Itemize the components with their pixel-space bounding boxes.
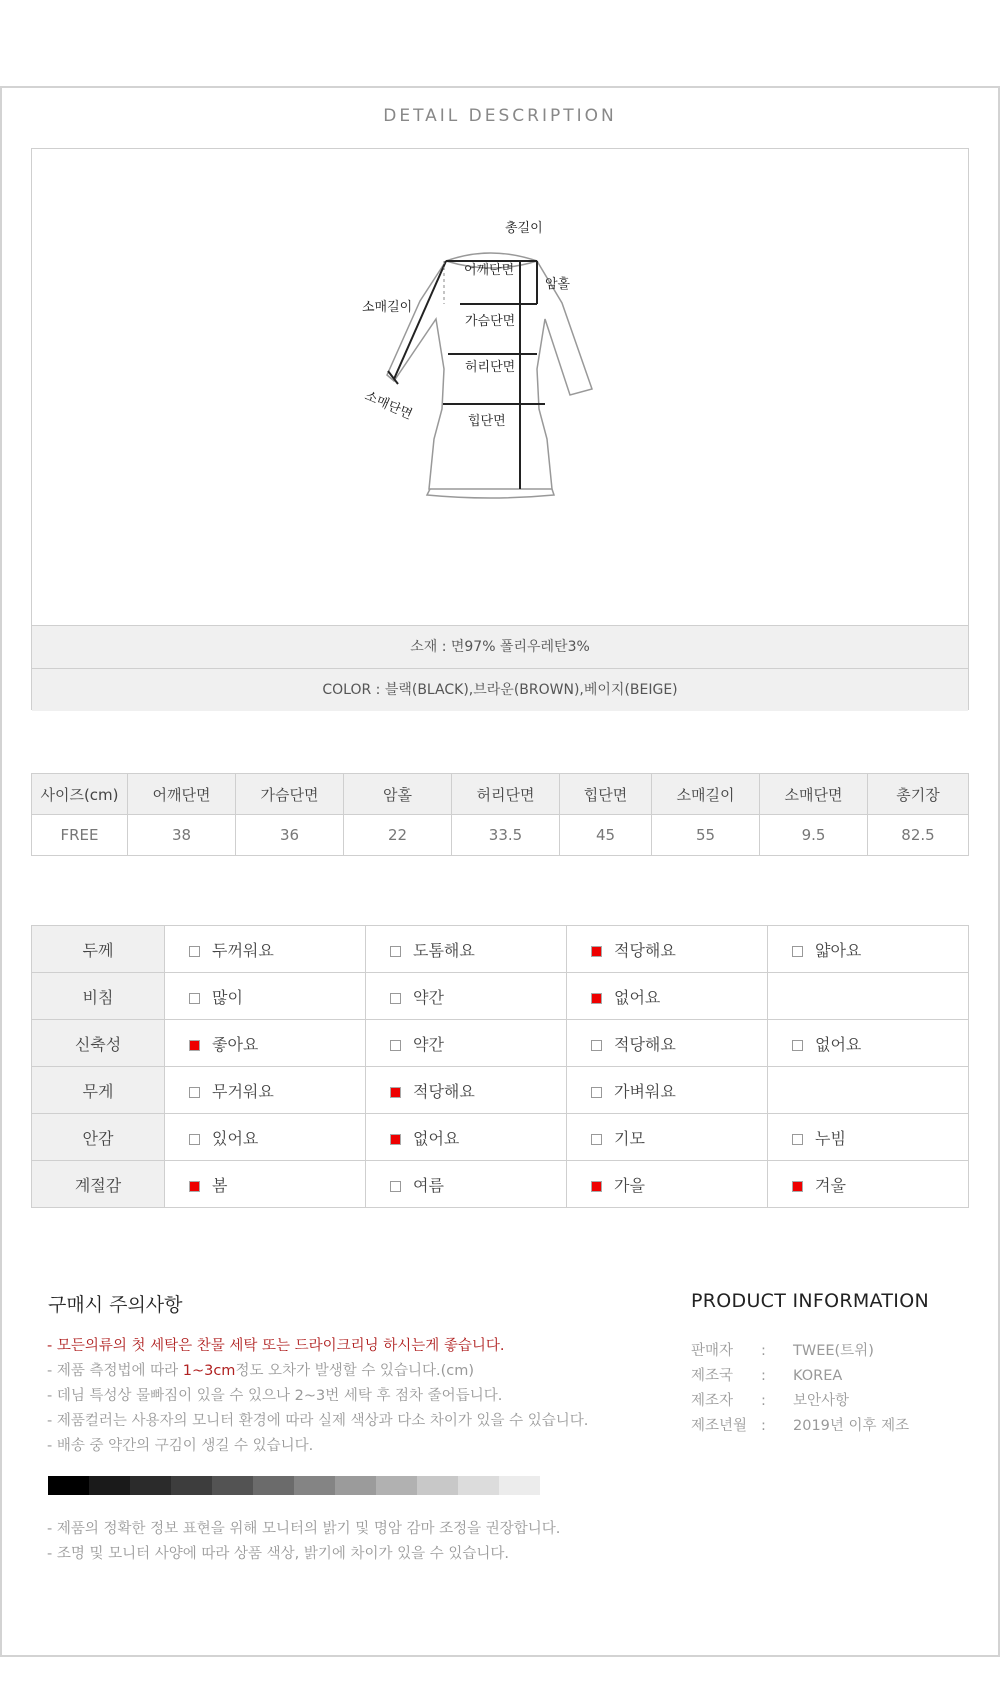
property-option bbox=[165, 1067, 366, 1114]
option-label: 누빔 bbox=[815, 1128, 846, 1148]
gray-swatch bbox=[89, 1476, 130, 1495]
option-label: 가을 bbox=[614, 1175, 645, 1195]
property-option bbox=[567, 1114, 768, 1161]
gray-swatch bbox=[48, 1476, 89, 1495]
unchecked-box-icon bbox=[591, 1134, 602, 1145]
info-k: 제조자 bbox=[691, 1393, 734, 1409]
detail-title: DETAIL DESCRIPTION bbox=[383, 106, 617, 126]
label-shoulder: 어깨단면 bbox=[464, 263, 515, 278]
property-label: 두께 bbox=[32, 926, 165, 973]
property-option bbox=[366, 926, 567, 973]
property-label: 안감 bbox=[32, 1114, 165, 1161]
option-label: 없어요 bbox=[614, 987, 661, 1007]
property-option bbox=[165, 926, 366, 973]
property-option bbox=[165, 973, 366, 1020]
unchecked-box-icon bbox=[189, 1087, 200, 1098]
label-armhole: 암홀 bbox=[545, 277, 571, 292]
property-option bbox=[567, 1161, 768, 1208]
gray-swatch bbox=[212, 1476, 253, 1495]
size-table-header bbox=[32, 774, 969, 815]
size-cell: 22 bbox=[344, 815, 452, 856]
label-sleeve-length: 소매길이 bbox=[362, 300, 413, 315]
diagram-box bbox=[31, 148, 969, 710]
note-line bbox=[47, 1359, 588, 1384]
option-label: 많이 bbox=[212, 987, 243, 1007]
size-header: 총기장 bbox=[868, 774, 969, 815]
label-hip: 힙단면 bbox=[468, 414, 506, 429]
size-cell: FREE bbox=[32, 815, 128, 856]
property-option bbox=[165, 1114, 366, 1161]
option-label: 두꺼워요 bbox=[212, 940, 274, 960]
info-row bbox=[691, 1389, 909, 1414]
property-option bbox=[567, 1067, 768, 1114]
table-row bbox=[32, 1020, 969, 1067]
property-option bbox=[366, 1161, 567, 1208]
unchecked-box-icon bbox=[390, 946, 401, 957]
property-option bbox=[165, 1020, 366, 1067]
gray-swatch bbox=[294, 1476, 335, 1495]
property-option bbox=[366, 1114, 567, 1161]
property-label: 신축성 bbox=[32, 1020, 165, 1067]
table-row bbox=[32, 926, 969, 973]
property-option bbox=[768, 926, 969, 973]
property-option bbox=[366, 973, 567, 1020]
grayscale-bar bbox=[48, 1476, 540, 1495]
unchecked-box-icon bbox=[792, 946, 803, 957]
option-label: 여름 bbox=[413, 1175, 444, 1195]
monitor-notes bbox=[47, 1517, 560, 1567]
unchecked-box-icon bbox=[189, 1134, 200, 1145]
info-sep: : bbox=[761, 1368, 766, 1384]
property-table bbox=[31, 925, 969, 1208]
checked-box-icon bbox=[591, 1181, 602, 1192]
property-option bbox=[165, 1161, 366, 1208]
size-cell: 82.5 bbox=[868, 815, 969, 856]
info-k: 제조년월 bbox=[691, 1418, 748, 1434]
gray-swatch bbox=[458, 1476, 499, 1495]
table-row bbox=[32, 1114, 969, 1161]
size-cell: 55 bbox=[652, 815, 760, 856]
option-label: 없어요 bbox=[413, 1128, 460, 1148]
table-row bbox=[32, 815, 969, 856]
size-cell: 36 bbox=[236, 815, 344, 856]
note-line: - 제품의 정확한 정보 표현을 위해 모니터의 밝기 및 명암 감마 조정을 권장합니다. bbox=[47, 1521, 561, 1537]
property-option bbox=[768, 1020, 969, 1067]
note-line: - 모든의류의 첫 세탁은 찬물 세탁 또는 드라이크리닝 하시는게 좋습니다. bbox=[47, 1338, 505, 1354]
dress-outline-icon bbox=[32, 149, 968, 625]
property-option bbox=[768, 1114, 969, 1161]
unchecked-box-icon bbox=[792, 1134, 803, 1145]
option-label: 적당해요 bbox=[614, 1034, 676, 1054]
option-label: 있어요 bbox=[212, 1128, 259, 1148]
color-row: COLOR : 블랙(BLACK),브라운(BROWN),베이지(BEIGE) bbox=[32, 668, 968, 711]
option-label: 좋아요 bbox=[212, 1034, 259, 1054]
size-header: 허리단면 bbox=[452, 774, 560, 815]
gray-swatch bbox=[376, 1476, 417, 1495]
unchecked-box-icon bbox=[390, 993, 401, 1004]
checked-box-icon bbox=[189, 1040, 200, 1051]
note-text: 정도 오차가 발생할 수 있습니다.(cm) bbox=[235, 1363, 474, 1379]
property-label: 무게 bbox=[32, 1067, 165, 1114]
property-option bbox=[768, 973, 969, 1020]
note-line: - 조명 및 모니터 사양에 따라 상품 색상, 밝기에 차이가 있을 수 있습니다. bbox=[47, 1546, 509, 1562]
table-row bbox=[32, 1161, 969, 1208]
option-label: 적당해요 bbox=[614, 940, 676, 960]
info-sep: : bbox=[761, 1343, 766, 1359]
property-option bbox=[567, 926, 768, 973]
info-sep: : bbox=[761, 1418, 766, 1434]
info-row bbox=[691, 1364, 909, 1389]
info-v: KOREA bbox=[793, 1368, 843, 1384]
option-label: 무거워요 bbox=[212, 1081, 274, 1101]
table-row bbox=[32, 1067, 969, 1114]
property-option bbox=[768, 1161, 969, 1208]
product-info-title: PRODUCT INFORMATION bbox=[691, 1290, 929, 1312]
info-k: 판매자 bbox=[691, 1343, 734, 1359]
size-header: 어깨단면 bbox=[128, 774, 236, 815]
checked-box-icon bbox=[390, 1134, 401, 1145]
gray-swatch bbox=[171, 1476, 212, 1495]
checked-box-icon bbox=[189, 1181, 200, 1192]
property-option bbox=[366, 1020, 567, 1067]
label-total-length: 총길이 bbox=[505, 221, 543, 236]
property-option bbox=[567, 1020, 768, 1067]
garment-diagram bbox=[32, 149, 968, 625]
notes-title: 구매시 주의사항 bbox=[48, 1294, 183, 1316]
option-label: 적당해요 bbox=[413, 1081, 475, 1101]
size-header: 힙단면 bbox=[560, 774, 652, 815]
checked-box-icon bbox=[591, 993, 602, 1004]
label-waist: 허리단면 bbox=[465, 360, 516, 375]
unchecked-box-icon bbox=[390, 1040, 401, 1051]
info-v: 2019년 이후 제조 bbox=[793, 1418, 910, 1434]
unchecked-box-icon bbox=[792, 1040, 803, 1051]
table-row bbox=[32, 973, 969, 1020]
property-label: 비침 bbox=[32, 973, 165, 1020]
option-label: 도톰해요 bbox=[413, 940, 475, 960]
property-option bbox=[567, 973, 768, 1020]
label-chest: 가슴단면 bbox=[465, 314, 516, 329]
product-info bbox=[691, 1339, 909, 1439]
property-option bbox=[366, 1067, 567, 1114]
unchecked-box-icon bbox=[189, 993, 200, 1004]
size-header: 소매단면 bbox=[760, 774, 868, 815]
label-sleeve-width: 소매단면 bbox=[362, 388, 415, 423]
unchecked-box-icon bbox=[189, 946, 200, 957]
gray-swatch bbox=[417, 1476, 458, 1495]
size-header: 소매길이 bbox=[652, 774, 760, 815]
option-label: 약간 bbox=[413, 1034, 444, 1054]
gray-swatch bbox=[253, 1476, 294, 1495]
option-label: 기모 bbox=[614, 1128, 645, 1148]
size-cell: 9.5 bbox=[760, 815, 868, 856]
info-sep: : bbox=[761, 1393, 766, 1409]
option-label: 얇아요 bbox=[815, 940, 862, 960]
size-table bbox=[31, 773, 969, 856]
size-cell: 45 bbox=[560, 815, 652, 856]
info-row bbox=[691, 1339, 909, 1364]
unchecked-box-icon bbox=[591, 1040, 602, 1051]
purchase-notes bbox=[47, 1334, 588, 1459]
material-row: 소재 : 면97% 폴리우레탄3% bbox=[32, 625, 968, 668]
option-label: 가벼워요 bbox=[614, 1081, 676, 1101]
checked-box-icon bbox=[390, 1087, 401, 1098]
unchecked-box-icon bbox=[591, 1087, 602, 1098]
option-label: 봄 bbox=[212, 1175, 228, 1195]
note-text: - 제품 측정법에 따라 bbox=[47, 1363, 183, 1379]
option-label: 약간 bbox=[413, 987, 444, 1007]
note-highlight: 1~3cm bbox=[182, 1363, 236, 1379]
info-k: 제조국 bbox=[691, 1368, 734, 1384]
info-row bbox=[691, 1414, 909, 1439]
size-header: 사이즈(cm) bbox=[32, 774, 128, 815]
size-cell: 38 bbox=[128, 815, 236, 856]
size-header: 암홀 bbox=[344, 774, 452, 815]
note-line: - 제품컬러는 사용자의 모니터 환경에 따라 실제 색상과 다소 차이가 있을 수 있습니다. bbox=[47, 1413, 589, 1429]
property-label: 계절감 bbox=[32, 1161, 165, 1208]
checked-box-icon bbox=[792, 1181, 803, 1192]
size-header: 가슴단면 bbox=[236, 774, 344, 815]
info-v: TWEE(트위) bbox=[793, 1343, 874, 1359]
property-option bbox=[768, 1067, 969, 1114]
size-cell: 33.5 bbox=[452, 815, 560, 856]
unchecked-box-icon bbox=[390, 1181, 401, 1192]
gray-swatch bbox=[335, 1476, 376, 1495]
note-line: - 데님 특성상 물빠짐이 있을 수 있으나 2~3번 세탁 후 점차 줄어듭니다. bbox=[47, 1388, 503, 1404]
gray-swatch bbox=[130, 1476, 171, 1495]
option-label: 없어요 bbox=[815, 1034, 862, 1054]
note-line: - 배송 중 약간의 구김이 생길 수 있습니다. bbox=[47, 1438, 314, 1454]
checked-box-icon bbox=[591, 946, 602, 957]
gray-swatch bbox=[499, 1476, 540, 1495]
info-v: 보안사항 bbox=[793, 1393, 850, 1409]
option-label: 겨울 bbox=[815, 1175, 846, 1195]
